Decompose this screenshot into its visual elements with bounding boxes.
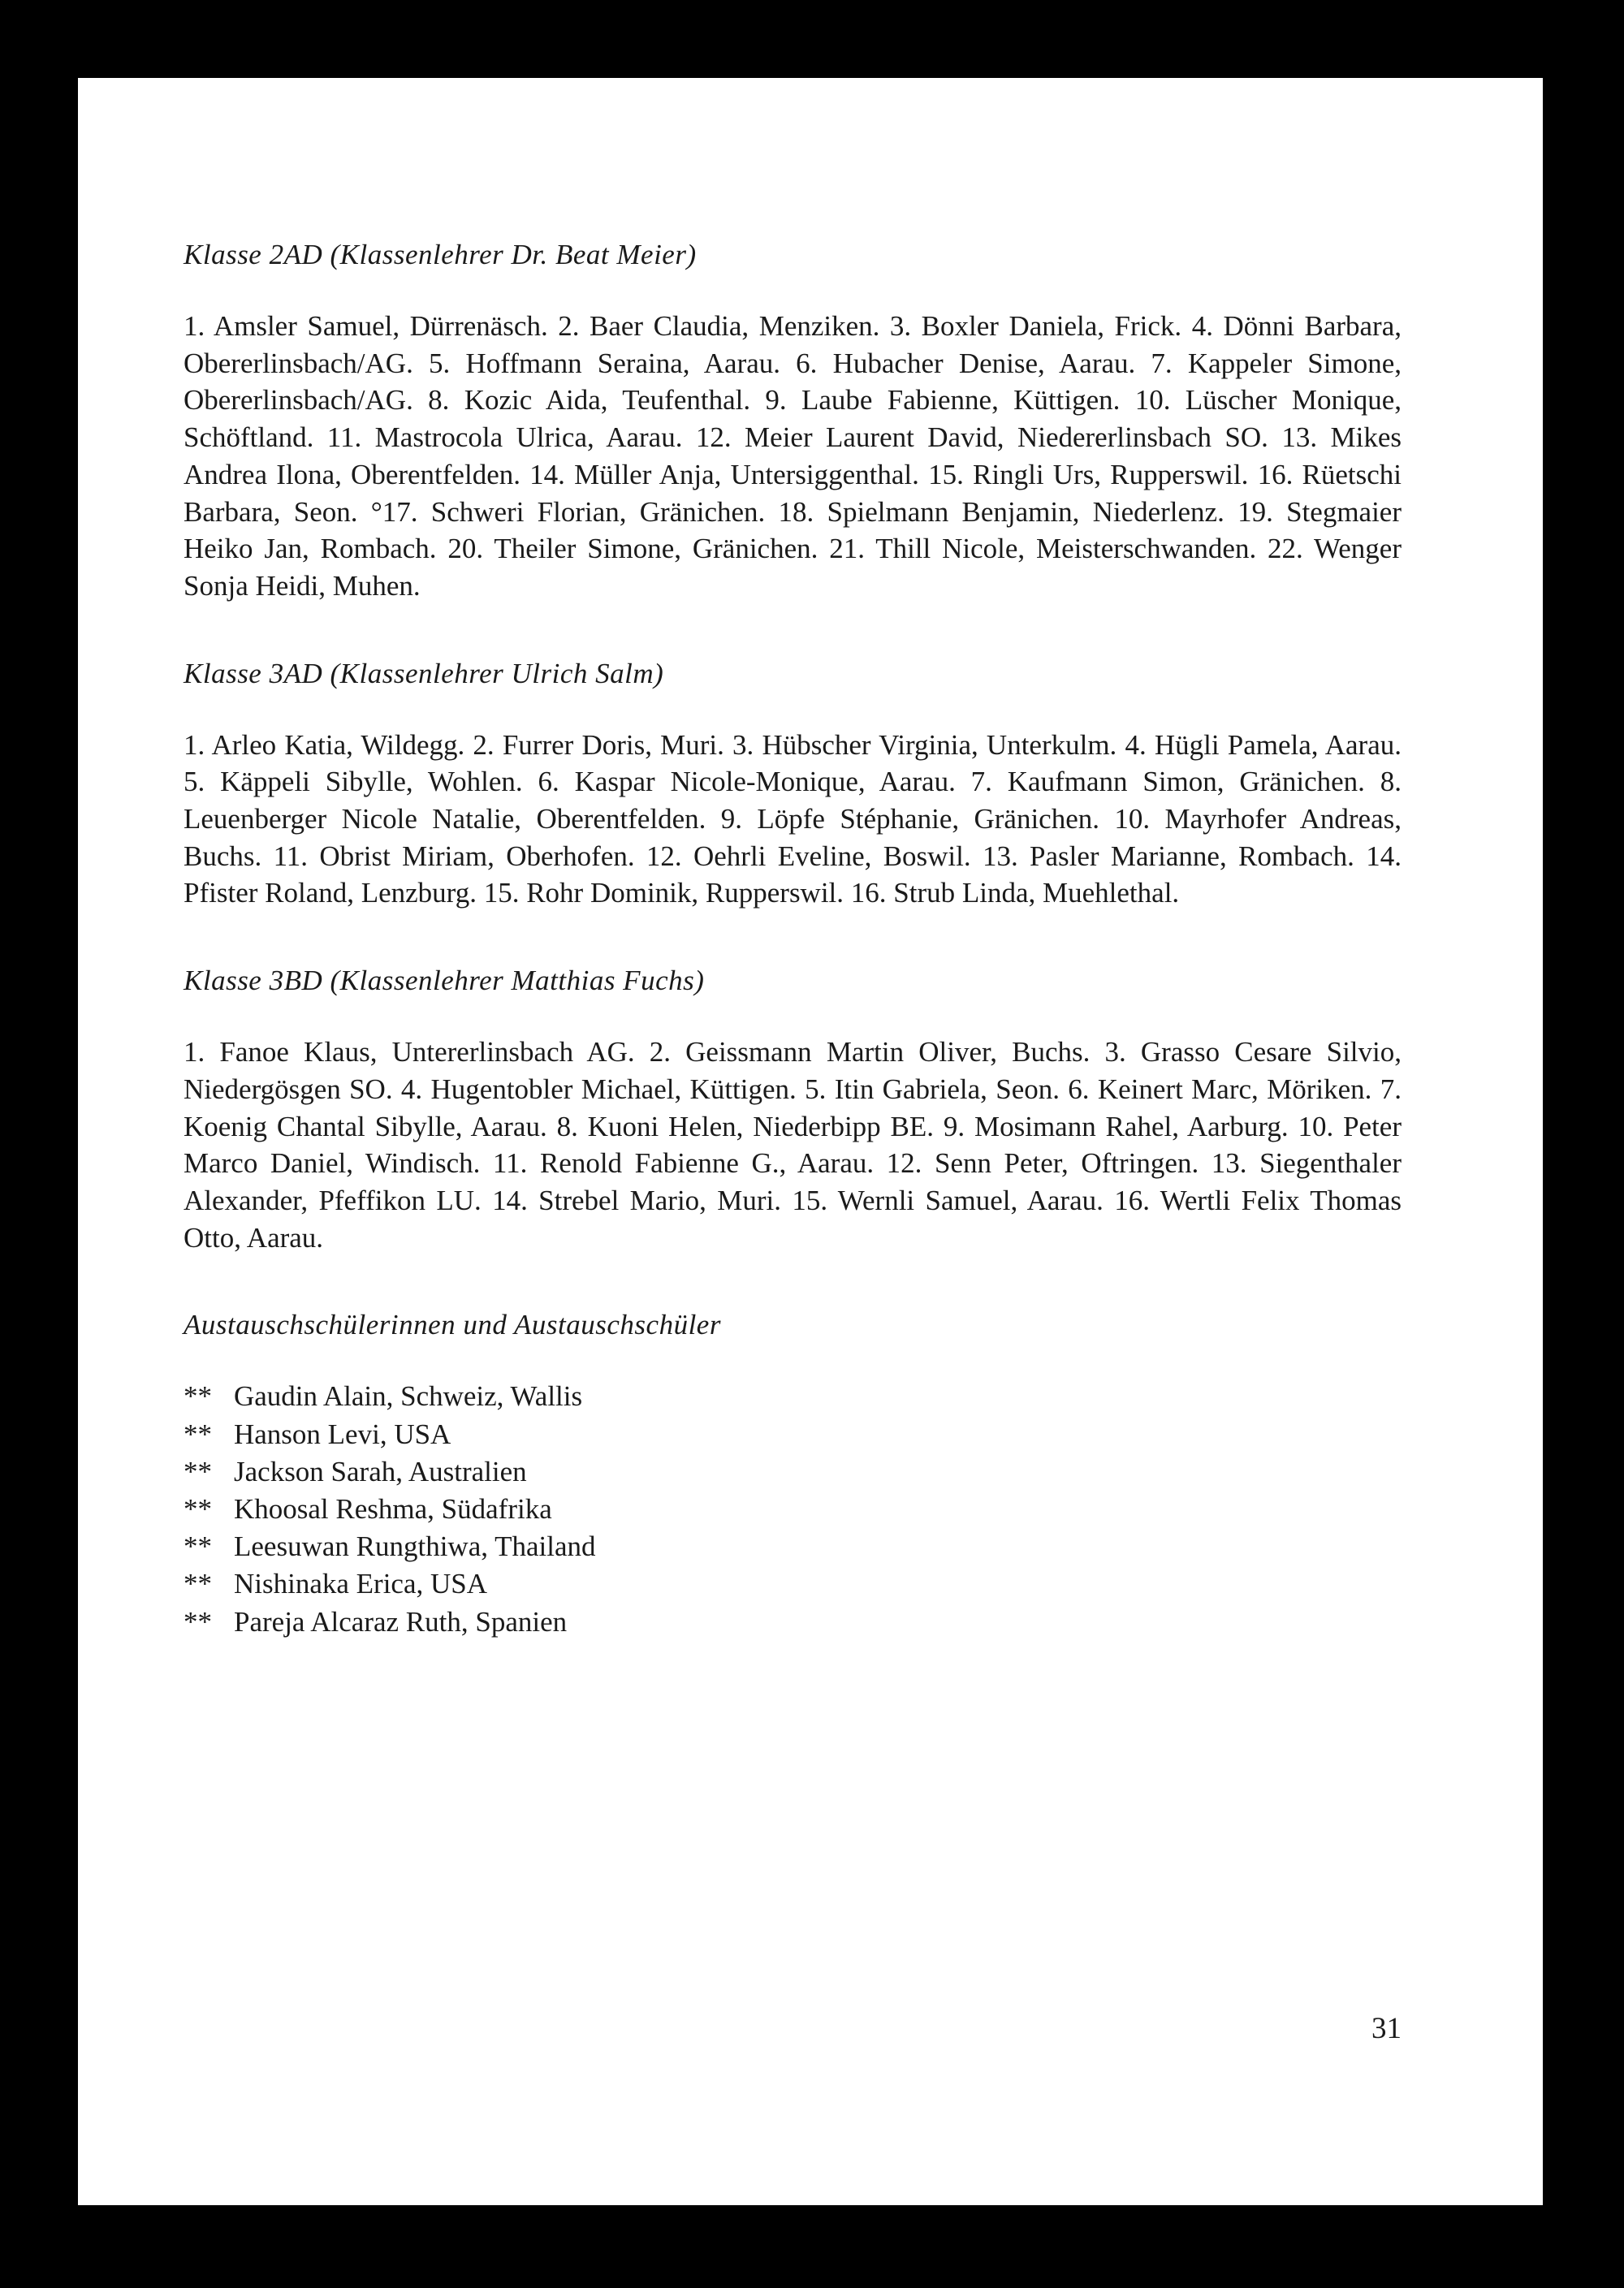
- student-entry: Jackson Sarah, Australien: [234, 1455, 527, 1487]
- section-exchange-students: [184, 1306, 1402, 1640]
- student-entry: Leesuwan Rungthiwa, Thailand: [234, 1530, 596, 1563]
- list-item: [184, 1604, 1402, 1641]
- list-marker: **: [184, 1530, 212, 1563]
- student-list-text: 1. Arleo Katia, Wildegg. 2. Furrer Doris, Muri. 3. Hübscher Virginia, Unterkulm. 4. Hügli Pamela, Aarau. 5. Käppeli Sibylle, Wohlen. 6. Kaspar Nicole-Monique, Aarau. 7. Kaufmann Simon, Gränichen. 8. Leuenberger Nicole Natalie, Oberentfelden. 9. Löpfe Stéphanie, Gränichen. 10. Mayrhofer Andreas, Buchs. 11. Obrist Miriam, Oberhofen. 12. Oehrli Eveline, Boswil. 13. Pasler Marianne, Rombach. 14. Pfister Roland, Lenzburg. 15. Rohr Dominik, Rupperswil. 16. Strub Linda, Muehlethal.: [184, 728, 1402, 909]
- list-marker: **: [184, 1380, 212, 1413]
- list-marker: **: [184, 1492, 212, 1525]
- list-item: [184, 1528, 1402, 1565]
- student-entry: Nishinaka Erica, USA: [234, 1568, 488, 1600]
- section-heading: Klasse 3BD (Klassenlehrer Matthias Fuchs): [184, 965, 705, 997]
- list-marker: **: [184, 1568, 212, 1600]
- section-klasse-3ad: [184, 655, 1402, 913]
- student-entry: Pareja Alcaraz Ruth, Spanien: [234, 1605, 568, 1638]
- exchange-student-list: [184, 1378, 1402, 1640]
- document-page: [78, 78, 1543, 2205]
- section-heading: Klasse 2AD (Klassenlehrer Dr. Beat Meier): [184, 239, 697, 270]
- list-item: [184, 1453, 1402, 1491]
- list-marker: **: [184, 1418, 212, 1450]
- section-heading: Klasse 3AD (Klassenlehrer Ulrich Salm): [184, 657, 664, 689]
- student-entry: Hanson Levi, USA: [234, 1418, 451, 1450]
- list-marker: **: [184, 1605, 212, 1638]
- list-item: [184, 1491, 1402, 1528]
- student-list-text: 1. Amsler Samuel, Dürrenäsch. 2. Baer Claudia, Menziken. 3. Boxler Daniela, Frick. 4. Dönni Barbara, Obererlinsbach/AG. 5. Hoffmann Seraina, Aarau. 6. Hubacher Denise, Aarau. 7. Kappeler Simone, Obererlinsbach/AG. 8. Kozic Aida, Teufenthal. 9. Laube Fabienne, Küttigen. 10. Lüscher Monique, Schöftland. 11. Mastrocola Ulrica, Aarau. 12. Meier Laurent David, Niedererlinsbach SO. 13. Mikes Andrea Ilona, Oberentfelden. 14. Müller Anja, Untersiggenthal. 15. Ringli Urs, Rupperswil. 16. Rüetschi Barbara, Seon. °17. Schweri Florian, Gränichen. 18. Spielmann Benjamin, Niederlenz. 19. Stegmaier Heiko Jan, Rombach. 20. Theiler Simone, Gränichen. 21. Thill Nicole, Meisterschwanden. 22. Wenger Sonja Heidi, Muhen.: [184, 310, 1402, 602]
- list-item: [184, 1416, 1402, 1453]
- list-item: [184, 1565, 1402, 1603]
- section-klasse-2ad: [184, 236, 1402, 605]
- list-marker: **: [184, 1455, 212, 1487]
- section-klasse-3bd: [184, 962, 1402, 1256]
- page-content: [184, 236, 1402, 1641]
- page-number: 31: [1371, 2012, 1402, 2045]
- student-entry: Khoosal Reshma, Südafrika: [234, 1492, 552, 1525]
- list-item: [184, 1378, 1402, 1415]
- student-list-text: 1. Fanoe Klaus, Untererlinsbach AG. 2. Geissmann Martin Oliver, Buchs. 3. Grasso Cesare Silvio, Niedergösgen SO. 4. Hugentobler Michael, Küttigen. 5. Itin Gabriela, Seon. 6. Keinert Marc, Möriken. 7. Koenig Chantal Sibylle, Aarau. 8. Kuoni Helen, Niederbipp BE. 9. Mosimann Rahel, Aarburg. 10. Peter Marco Daniel, Windisch. 11. Renold Fabienne G., Aarau. 12. Senn Peter, Oftringen. 13. Siegenthaler Alexander, Pfeffikon LU. 14. Strebel Mario, Muri. 15. Wernli Samuel, Aarau. 16. Wertli Felix Thomas Otto, Aarau.: [184, 1036, 1402, 1254]
- student-entry: Gaudin Alain, Schweiz, Wallis: [234, 1380, 583, 1413]
- section-heading: Austauschschülerinnen und Austauschschüler: [184, 1309, 721, 1341]
